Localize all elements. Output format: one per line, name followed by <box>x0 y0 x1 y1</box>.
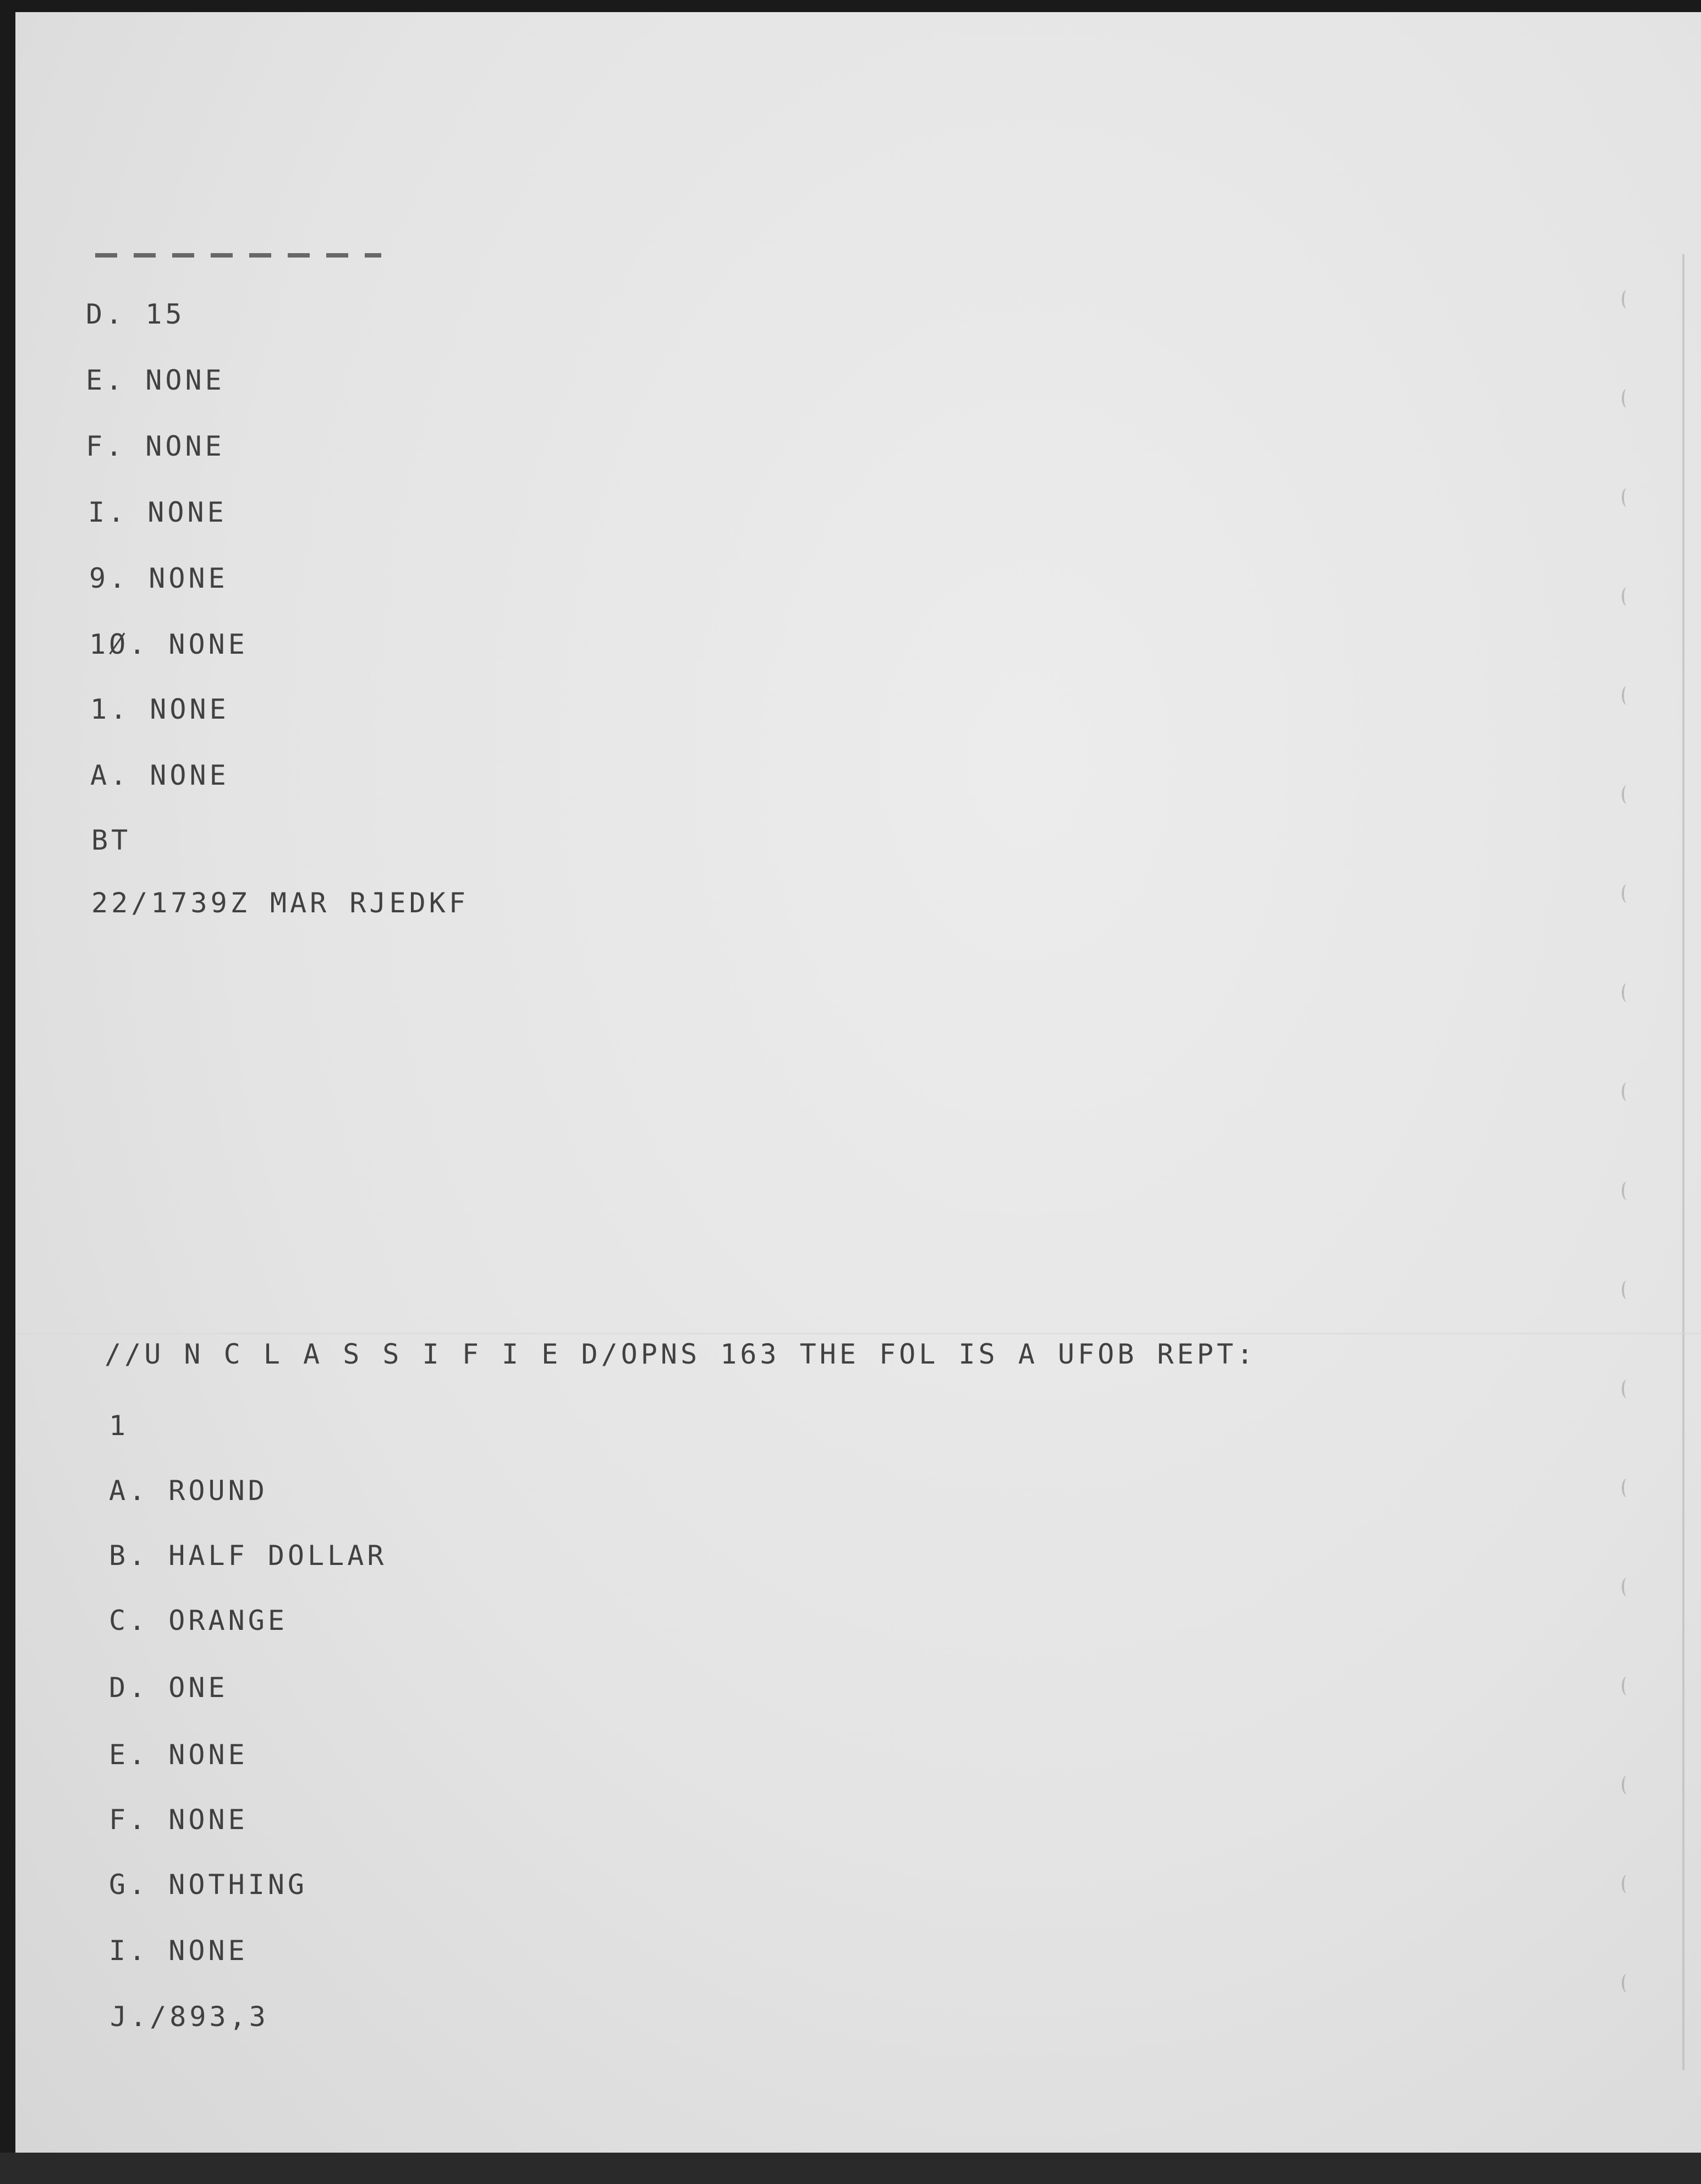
sprocket-mark <box>1622 488 1632 507</box>
text-line: B. HALF DOLLAR <box>109 1540 387 1572</box>
text-line: I. NONE <box>88 496 227 528</box>
report-header: //U N C L A S S I F I E D/OPNS 163 THE FOL IS A UFOB REPT: <box>105 1338 1256 1370</box>
sprocket-mark <box>1622 1380 1632 1398</box>
text-line: F. NONE <box>109 1804 248 1836</box>
document-page <box>15 12 1701 2153</box>
text-line: 1. NONE <box>90 693 229 725</box>
sprocket-mark <box>1622 1578 1632 1596</box>
paper-edge-rule <box>1682 254 1684 2070</box>
sprocket-mark <box>1622 1875 1632 1893</box>
text-line: G. NOTHING <box>109 1869 308 1901</box>
sprocket-mark <box>1622 983 1632 1002</box>
text-line: 1 <box>109 1410 129 1442</box>
text-line: J./893,3 <box>110 2001 269 2033</box>
text-line: E. NONE <box>86 364 225 396</box>
text-line: 1Ø. NONE <box>89 628 248 660</box>
sprocket-mark <box>1622 1776 1632 1794</box>
sprocket-mark <box>1622 1181 1632 1200</box>
sprocket-mark <box>1622 1974 1632 1993</box>
text-line: E. NONE <box>109 1739 248 1771</box>
sprocket-mark <box>1622 1677 1632 1695</box>
text-line: F. NONE <box>86 430 225 462</box>
text-line: 9. NONE <box>89 562 228 594</box>
sprocket-mark <box>1622 587 1632 606</box>
sprocket-mark <box>1622 686 1632 705</box>
text-line: A. ROUND <box>109 1475 268 1507</box>
text-line: A. NONE <box>90 759 229 791</box>
sprocket-mark <box>1622 1082 1632 1101</box>
sprocket-mark <box>1622 290 1632 309</box>
sprocket-mark <box>1622 1479 1632 1497</box>
cut-off-text-line <box>95 253 381 258</box>
sprocket-mark <box>1622 884 1632 903</box>
text-line: I. NONE <box>109 1935 248 1967</box>
text-line: C. ORANGE <box>109 1605 288 1636</box>
sprocket-mark <box>1622 389 1632 408</box>
paper-fold <box>15 1333 1701 1334</box>
sprocket-mark <box>1622 785 1632 804</box>
text-line: BT <box>91 824 131 856</box>
sprocket-mark <box>1622 1280 1632 1299</box>
scan-border <box>0 2153 1701 2184</box>
text-line: D. ONE <box>109 1672 228 1704</box>
text-line: 22/1739Z MAR RJEDKF <box>91 887 469 919</box>
text-line: D. 15 <box>86 298 185 330</box>
